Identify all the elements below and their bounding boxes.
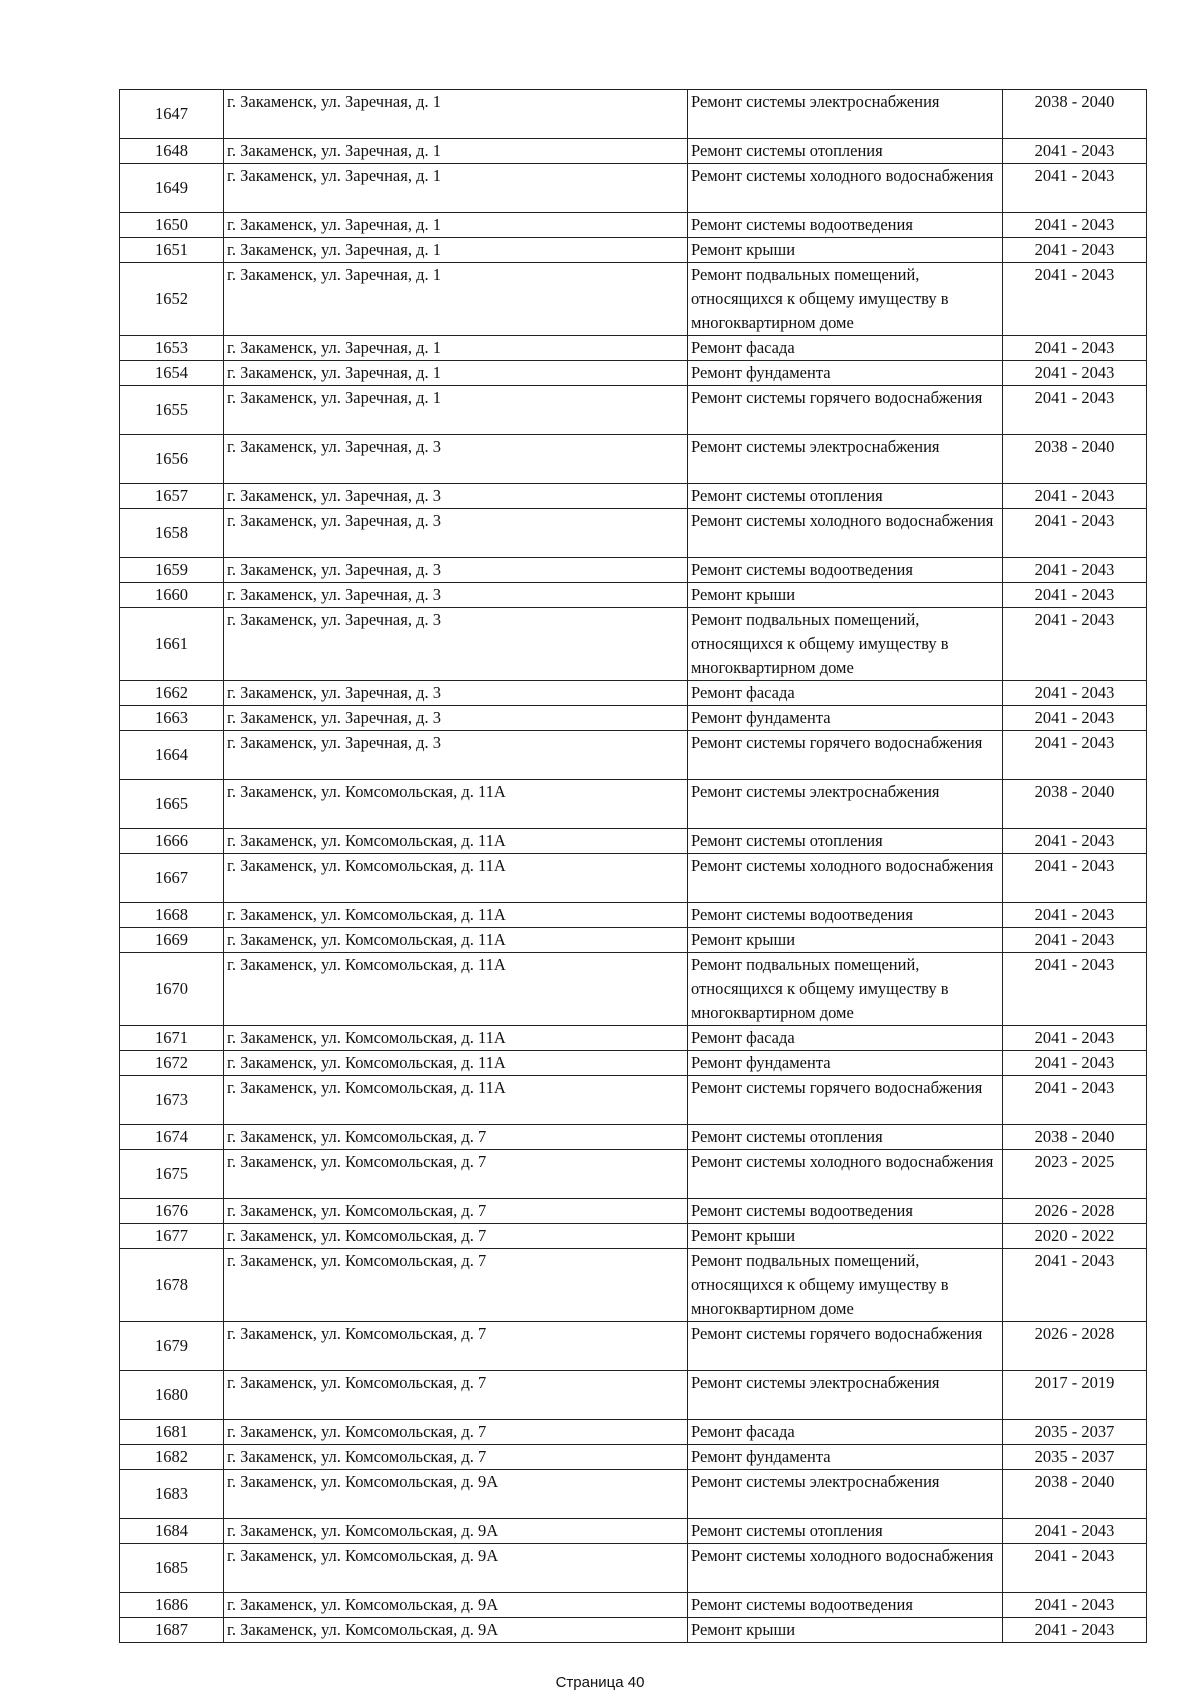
address-cell: г. Закаменск, ул. Заречная, д. 1 xyxy=(224,213,688,238)
address-cell: г. Закаменск, ул. Комсомольская, д. 11А xyxy=(224,780,688,829)
table-row xyxy=(120,731,1147,780)
table-row xyxy=(120,361,1147,386)
work-type-cell: Ремонт системы отопления xyxy=(688,829,1003,854)
row-number-cell: 1685 xyxy=(120,1544,224,1593)
period-cell: 2035 - 2037 xyxy=(1003,1420,1147,1445)
address-cell: г. Закаменск, ул. Заречная, д. 1 xyxy=(224,164,688,213)
row-number-cell: 1687 xyxy=(120,1618,224,1643)
address-cell: г. Закаменск, ул. Заречная, д. 1 xyxy=(224,361,688,386)
address-cell: г. Закаменск, ул. Заречная, д. 3 xyxy=(224,583,688,608)
work-type-cell: Ремонт системы электроснабжения xyxy=(688,780,1003,829)
table-body xyxy=(120,90,1147,1643)
period-cell: 2038 - 2040 xyxy=(1003,435,1147,484)
row-number-cell: 1667 xyxy=(120,854,224,903)
address-cell: г. Закаменск, ул. Комсомольская, д. 7 xyxy=(224,1125,688,1150)
period-cell: 2041 - 2043 xyxy=(1003,1076,1147,1125)
work-type-cell: Ремонт фасада xyxy=(688,336,1003,361)
work-type-cell: Ремонт фундамента xyxy=(688,1445,1003,1470)
work-type-cell: Ремонт системы отопления xyxy=(688,1519,1003,1544)
table-row xyxy=(120,386,1147,435)
row-number-cell: 1677 xyxy=(120,1224,224,1249)
period-cell: 2041 - 2043 xyxy=(1003,1519,1147,1544)
row-number-cell: 1654 xyxy=(120,361,224,386)
period-cell: 2041 - 2043 xyxy=(1003,928,1147,953)
address-cell: г. Закаменск, ул. Комсомольская, д. 11А xyxy=(224,1076,688,1125)
period-cell: 2038 - 2040 xyxy=(1003,780,1147,829)
work-type-cell: Ремонт крыши xyxy=(688,1224,1003,1249)
table-row xyxy=(120,213,1147,238)
row-number-cell: 1678 xyxy=(120,1249,224,1322)
address-cell: г. Закаменск, ул. Комсомольская, д. 11А xyxy=(224,1026,688,1051)
row-number-cell: 1684 xyxy=(120,1519,224,1544)
address-cell: г. Закаменск, ул. Комсомольская, д. 11А xyxy=(224,903,688,928)
row-number-cell: 1647 xyxy=(120,90,224,139)
work-type-cell: Ремонт фундамента xyxy=(688,706,1003,731)
period-cell: 2017 - 2019 xyxy=(1003,1371,1147,1420)
work-type-cell: Ремонт системы отопления xyxy=(688,139,1003,164)
period-cell: 2026 - 2028 xyxy=(1003,1199,1147,1224)
row-number-cell: 1660 xyxy=(120,583,224,608)
row-number-cell: 1649 xyxy=(120,164,224,213)
row-number-cell: 1686 xyxy=(120,1593,224,1618)
row-number-cell: 1659 xyxy=(120,558,224,583)
table-row xyxy=(120,681,1147,706)
table-row xyxy=(120,1470,1147,1519)
work-type-cell: Ремонт подвальных помещений, относящихся к общему имуществу в многоквартирном доме xyxy=(688,608,1003,681)
table-row xyxy=(120,706,1147,731)
row-number-cell: 1676 xyxy=(120,1199,224,1224)
work-type-cell: Ремонт системы отопления xyxy=(688,1125,1003,1150)
row-number-cell: 1670 xyxy=(120,953,224,1026)
work-type-cell: Ремонт фасада xyxy=(688,1026,1003,1051)
address-cell: г. Закаменск, ул. Комсомольская, д. 9А xyxy=(224,1544,688,1593)
row-number-cell: 1679 xyxy=(120,1322,224,1371)
address-cell: г. Закаменск, ул. Комсомольская, д. 9А xyxy=(224,1519,688,1544)
work-type-cell: Ремонт системы электроснабжения xyxy=(688,90,1003,139)
row-number-cell: 1656 xyxy=(120,435,224,484)
address-cell: г. Закаменск, ул. Комсомольская, д. 11А xyxy=(224,829,688,854)
table-row xyxy=(120,829,1147,854)
table-row xyxy=(120,336,1147,361)
row-number-cell: 1665 xyxy=(120,780,224,829)
period-cell: 2041 - 2043 xyxy=(1003,706,1147,731)
row-number-cell: 1658 xyxy=(120,509,224,558)
address-cell: г. Закаменск, ул. Комсомольская, д. 7 xyxy=(224,1199,688,1224)
work-type-cell: Ремонт фундамента xyxy=(688,361,1003,386)
address-cell: г. Закаменск, ул. Заречная, д. 3 xyxy=(224,608,688,681)
table-row xyxy=(120,903,1147,928)
row-number-cell: 1668 xyxy=(120,903,224,928)
work-type-cell: Ремонт системы водоотведения xyxy=(688,903,1003,928)
address-cell: г. Закаменск, ул. Комсомольская, д. 9А xyxy=(224,1593,688,1618)
table-row xyxy=(120,435,1147,484)
period-cell: 2038 - 2040 xyxy=(1003,1125,1147,1150)
address-cell: г. Закаменск, ул. Комсомольская, д. 7 xyxy=(224,1420,688,1445)
work-type-cell: Ремонт системы холодного водоснабжения xyxy=(688,164,1003,213)
row-number-cell: 1683 xyxy=(120,1470,224,1519)
page-number-label: Страница 40 xyxy=(555,1674,645,1691)
period-cell: 2041 - 2043 xyxy=(1003,164,1147,213)
table-row xyxy=(120,238,1147,263)
work-type-cell: Ремонт фасада xyxy=(688,1420,1003,1445)
address-cell: г. Закаменск, ул. Заречная, д. 3 xyxy=(224,731,688,780)
work-type-cell: Ремонт системы отопления xyxy=(688,484,1003,509)
address-cell: г. Закаменск, ул. Заречная, д. 3 xyxy=(224,681,688,706)
period-cell: 2041 - 2043 xyxy=(1003,854,1147,903)
period-cell: 2041 - 2043 xyxy=(1003,1593,1147,1618)
row-number-cell: 1661 xyxy=(120,608,224,681)
period-cell: 2041 - 2043 xyxy=(1003,139,1147,164)
work-type-cell: Ремонт системы горячего водоснабжения xyxy=(688,1076,1003,1125)
row-number-cell: 1682 xyxy=(120,1445,224,1470)
table-row xyxy=(120,1593,1147,1618)
address-cell: г. Закаменск, ул. Комсомольская, д. 7 xyxy=(224,1150,688,1199)
work-type-cell: Ремонт крыши xyxy=(688,583,1003,608)
row-number-cell: 1675 xyxy=(120,1150,224,1199)
address-cell: г. Закаменск, ул. Заречная, д. 1 xyxy=(224,139,688,164)
period-cell: 2041 - 2043 xyxy=(1003,731,1147,780)
period-cell: 2041 - 2043 xyxy=(1003,213,1147,238)
period-cell: 2041 - 2043 xyxy=(1003,953,1147,1026)
period-cell: 2041 - 2043 xyxy=(1003,1544,1147,1593)
address-cell: г. Закаменск, ул. Комсомольская, д. 7 xyxy=(224,1249,688,1322)
row-number-cell: 1648 xyxy=(120,139,224,164)
address-cell: г. Закаменск, ул. Комсомольская, д. 7 xyxy=(224,1322,688,1371)
work-type-cell: Ремонт крыши xyxy=(688,928,1003,953)
row-number-cell: 1663 xyxy=(120,706,224,731)
address-cell: г. Закаменск, ул. Заречная, д. 1 xyxy=(224,336,688,361)
work-type-cell: Ремонт системы холодного водоснабжения xyxy=(688,1150,1003,1199)
address-cell: г. Закаменск, ул. Комсомольская, д. 9А xyxy=(224,1618,688,1643)
address-cell: г. Закаменск, ул. Заречная, д. 3 xyxy=(224,706,688,731)
work-type-cell: Ремонт крыши xyxy=(688,1618,1003,1643)
table-row xyxy=(120,608,1147,681)
work-type-cell: Ремонт системы горячего водоснабжения xyxy=(688,1322,1003,1371)
address-cell: г. Закаменск, ул. Заречная, д. 1 xyxy=(224,90,688,139)
period-cell: 2041 - 2043 xyxy=(1003,903,1147,928)
table-row xyxy=(120,164,1147,213)
table-row xyxy=(120,1445,1147,1470)
table-row xyxy=(120,1519,1147,1544)
table-row xyxy=(120,1322,1147,1371)
work-type-cell: Ремонт системы электроснабжения xyxy=(688,435,1003,484)
table-row xyxy=(120,1224,1147,1249)
work-type-cell: Ремонт системы холодного водоснабжения xyxy=(688,854,1003,903)
period-cell: 2041 - 2043 xyxy=(1003,1618,1147,1643)
work-type-cell: Ремонт подвальных помещений, относящихся к общему имуществу в многоквартирном доме xyxy=(688,263,1003,336)
row-number-cell: 1674 xyxy=(120,1125,224,1150)
address-cell: г. Закаменск, ул. Комсомольская, д. 9А xyxy=(224,1470,688,1519)
row-number-cell: 1672 xyxy=(120,1051,224,1076)
row-number-cell: 1664 xyxy=(120,731,224,780)
row-number-cell: 1653 xyxy=(120,336,224,361)
work-type-cell: Ремонт системы водоотведения xyxy=(688,213,1003,238)
address-cell: г. Закаменск, ул. Заречная, д. 3 xyxy=(224,558,688,583)
period-cell: 2041 - 2043 xyxy=(1003,238,1147,263)
table-row xyxy=(120,90,1147,139)
work-type-cell: Ремонт системы холодного водоснабжения xyxy=(688,1544,1003,1593)
table-row xyxy=(120,1544,1147,1593)
row-number-cell: 1657 xyxy=(120,484,224,509)
table-row xyxy=(120,509,1147,558)
row-number-cell: 1651 xyxy=(120,238,224,263)
table-row xyxy=(120,854,1147,903)
work-type-cell: Ремонт системы электроснабжения xyxy=(688,1371,1003,1420)
work-type-cell: Ремонт крыши xyxy=(688,238,1003,263)
table-row xyxy=(120,1051,1147,1076)
table-row xyxy=(120,928,1147,953)
row-number-cell: 1650 xyxy=(120,213,224,238)
period-cell: 2041 - 2043 xyxy=(1003,681,1147,706)
row-number-cell: 1671 xyxy=(120,1026,224,1051)
page-footer xyxy=(0,1674,1200,1691)
work-type-cell: Ремонт фундамента xyxy=(688,1051,1003,1076)
address-cell: г. Закаменск, ул. Заречная, д. 1 xyxy=(224,238,688,263)
table-row xyxy=(120,558,1147,583)
work-type-cell: Ремонт системы водоотведения xyxy=(688,1593,1003,1618)
work-type-cell: Ремонт системы водоотведения xyxy=(688,1199,1003,1224)
period-cell: 2041 - 2043 xyxy=(1003,558,1147,583)
table-row xyxy=(120,1076,1147,1125)
work-type-cell: Ремонт подвальных помещений, относящихся к общему имуществу в многоквартирном доме xyxy=(688,1249,1003,1322)
address-cell: г. Закаменск, ул. Заречная, д. 3 xyxy=(224,509,688,558)
table-row xyxy=(120,1026,1147,1051)
address-cell: г. Закаменск, ул. Заречная, д. 1 xyxy=(224,386,688,435)
address-cell: г. Закаменск, ул. Заречная, д. 3 xyxy=(224,484,688,509)
table-row xyxy=(120,1371,1147,1420)
row-number-cell: 1680 xyxy=(120,1371,224,1420)
period-cell: 2041 - 2043 xyxy=(1003,608,1147,681)
period-cell: 2038 - 2040 xyxy=(1003,1470,1147,1519)
period-cell: 2041 - 2043 xyxy=(1003,583,1147,608)
period-cell: 2041 - 2043 xyxy=(1003,829,1147,854)
repair-schedule-table xyxy=(119,89,1147,1643)
period-cell: 2041 - 2043 xyxy=(1003,361,1147,386)
table-row xyxy=(120,139,1147,164)
table-row xyxy=(120,484,1147,509)
period-cell: 2041 - 2043 xyxy=(1003,1051,1147,1076)
work-type-cell: Ремонт системы горячего водоснабжения xyxy=(688,731,1003,780)
work-type-cell: Ремонт фасада xyxy=(688,681,1003,706)
period-cell: 2041 - 2043 xyxy=(1003,1249,1147,1322)
row-number-cell: 1681 xyxy=(120,1420,224,1445)
work-type-cell: Ремонт системы электроснабжения xyxy=(688,1470,1003,1519)
row-number-cell: 1655 xyxy=(120,386,224,435)
period-cell: 2041 - 2043 xyxy=(1003,1026,1147,1051)
table-row xyxy=(120,583,1147,608)
table-row xyxy=(120,1618,1147,1643)
period-cell: 2041 - 2043 xyxy=(1003,484,1147,509)
period-cell: 2041 - 2043 xyxy=(1003,263,1147,336)
address-cell: г. Закаменск, ул. Комсомольская, д. 7 xyxy=(224,1224,688,1249)
period-cell: 2041 - 2043 xyxy=(1003,336,1147,361)
period-cell: 2041 - 2043 xyxy=(1003,509,1147,558)
period-cell: 2041 - 2043 xyxy=(1003,386,1147,435)
row-number-cell: 1673 xyxy=(120,1076,224,1125)
address-cell: г. Закаменск, ул. Комсомольская, д. 11А xyxy=(224,953,688,1026)
table-row xyxy=(120,953,1147,1026)
work-type-cell: Ремонт подвальных помещений, относящихся к общему имуществу в многоквартирном доме xyxy=(688,953,1003,1026)
period-cell: 2026 - 2028 xyxy=(1003,1322,1147,1371)
table-row xyxy=(120,1199,1147,1224)
table-row xyxy=(120,1420,1147,1445)
period-cell: 2038 - 2040 xyxy=(1003,90,1147,139)
table-row xyxy=(120,1150,1147,1199)
address-cell: г. Закаменск, ул. Заречная, д. 1 xyxy=(224,263,688,336)
row-number-cell: 1669 xyxy=(120,928,224,953)
address-cell: г. Закаменск, ул. Заречная, д. 3 xyxy=(224,435,688,484)
period-cell: 2035 - 2037 xyxy=(1003,1445,1147,1470)
table-row xyxy=(120,263,1147,336)
row-number-cell: 1662 xyxy=(120,681,224,706)
work-type-cell: Ремонт системы холодного водоснабжения xyxy=(688,509,1003,558)
table-row xyxy=(120,780,1147,829)
work-type-cell: Ремонт системы горячего водоснабжения xyxy=(688,386,1003,435)
table-row xyxy=(120,1125,1147,1150)
row-number-cell: 1652 xyxy=(120,263,224,336)
address-cell: г. Закаменск, ул. Комсомольская, д. 11А xyxy=(224,854,688,903)
table-row xyxy=(120,1249,1147,1322)
address-cell: г. Закаменск, ул. Комсомольская, д. 11А xyxy=(224,1051,688,1076)
address-cell: г. Закаменск, ул. Комсомольская, д. 7 xyxy=(224,1371,688,1420)
row-number-cell: 1666 xyxy=(120,829,224,854)
address-cell: г. Закаменск, ул. Комсомольская, д. 7 xyxy=(224,1445,688,1470)
address-cell: г. Закаменск, ул. Комсомольская, д. 11А xyxy=(224,928,688,953)
period-cell: 2020 - 2022 xyxy=(1003,1224,1147,1249)
work-type-cell: Ремонт системы водоотведения xyxy=(688,558,1003,583)
period-cell: 2023 - 2025 xyxy=(1003,1150,1147,1199)
